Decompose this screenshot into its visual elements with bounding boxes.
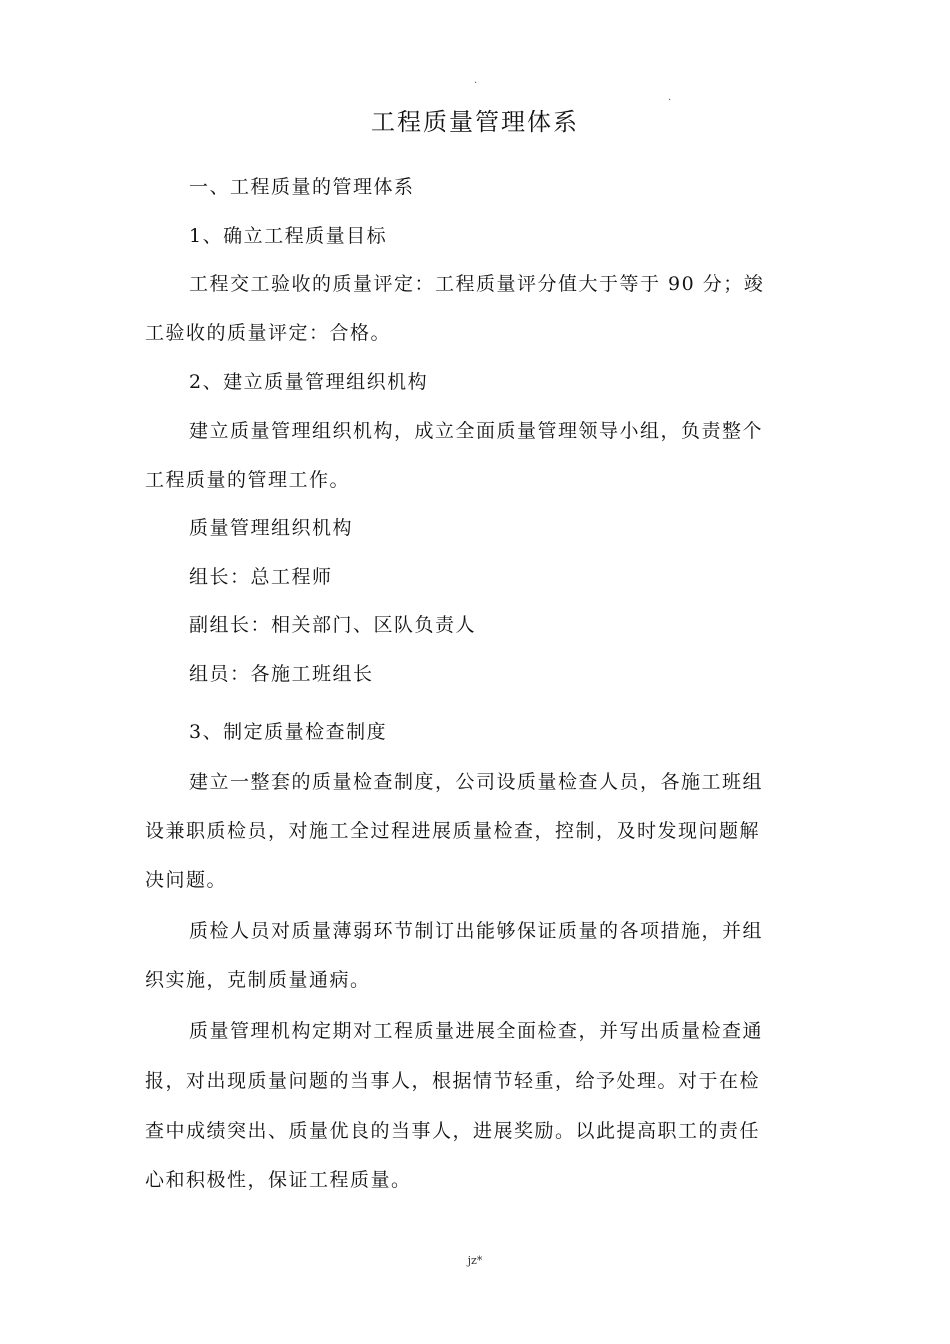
document-title: 工程质量管理体系	[371, 108, 579, 136]
paragraph-line: 工程质量的管理工作。	[145, 469, 351, 491]
paragraph-line: 建立质量管理组织机构，成立全面质量管理领导小组，负责整个	[189, 420, 764, 442]
section-heading: 一、工程质量的管理体系	[189, 176, 415, 198]
subsection-heading: 2、建立质量管理组织机构	[189, 371, 429, 393]
page-footer: jz*	[467, 1254, 483, 1267]
paragraph-line: 查中成绩突出、质量优良的当事人，进展奖励。以此提高职工的责任	[145, 1120, 761, 1142]
stray-dot-mark: .	[668, 92, 672, 103]
paragraph-line: 工程交工验收的质量评定：工程质量评分值大于等于 90 分；竣	[189, 273, 765, 295]
paragraph-line: 质量管理机构定期对工程质量进展全面检查，并写出质量检查通	[189, 1020, 764, 1042]
paragraph-line: 副组长：相关部门、区队负责人	[189, 614, 477, 636]
paragraph-line: 织实施，克制质量通病。	[145, 969, 371, 991]
paragraph-line: 质量管理组织机构	[189, 517, 354, 539]
paragraph-line: 质检人员对质量薄弱环节制订出能够保证质量的各项措施，并组	[189, 920, 764, 942]
paragraph-line: 心和积极性，保证工程质量。	[145, 1169, 412, 1191]
paragraph-line: 报，对出现质量问题的当事人，根据情节轻重，给予处理。对于在检	[145, 1070, 761, 1092]
stray-dot-mark: .	[474, 75, 478, 86]
paragraph-line: 组员：各施工班组长	[189, 663, 374, 685]
paragraph-line: 决问题。	[145, 869, 228, 891]
paragraph-line: 工验收的质量评定：合格。	[145, 322, 392, 344]
paragraph-line: 建立一整套的质量检查制度，公司设质量检查人员，各施工班组	[189, 771, 764, 793]
paragraph-line: 组长：总工程师	[189, 566, 333, 588]
paragraph-line: 设兼职质检员，对施工全过程进展质量检查，控制，及时发现问题解	[145, 820, 761, 842]
subsection-heading: 3、制定质量检查制度	[189, 721, 388, 743]
subsection-heading: 1、确立工程质量目标	[189, 225, 388, 247]
